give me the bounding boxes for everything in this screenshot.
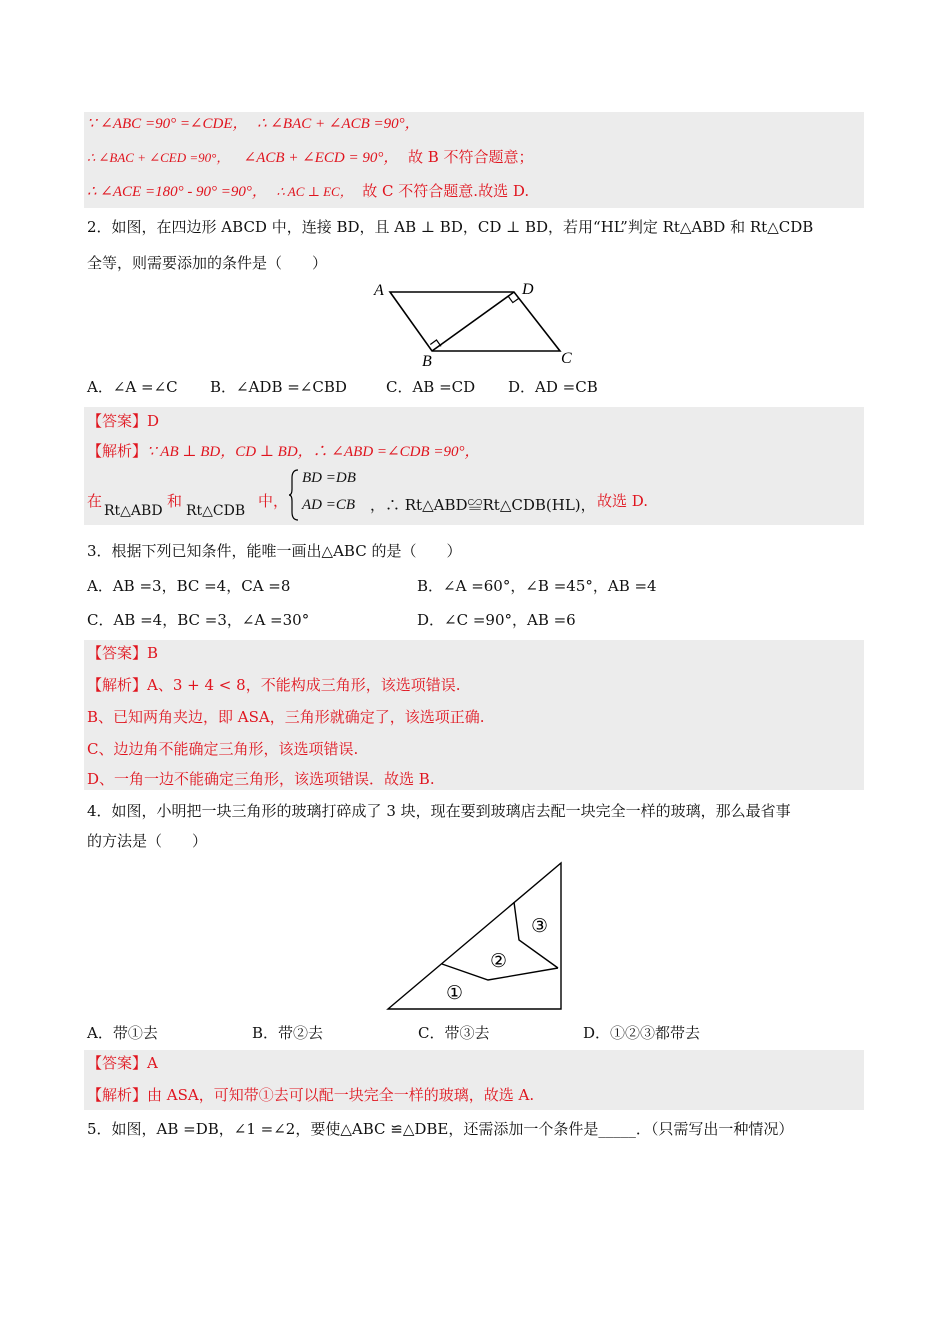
q3-analysis-line-1: 【解析】A、3 + 4 < 8，不能构成三角形，该选项错误. bbox=[87, 676, 461, 694]
q4-option-a: A．带①去 bbox=[87, 1024, 158, 1042]
q2-stem-line-1: 2．如图，在四边形 ABCD 中，连接 BD，且 AB ⊥ BD，CD ⊥ BD，若用“HL”判定 Rt△ABD 和 Rt△CDB bbox=[87, 218, 814, 236]
q3-option-b: B．∠A =60°，∠B =45°，AB =4 bbox=[417, 577, 657, 595]
piece-1-label: ① bbox=[446, 983, 464, 1004]
q2-analysis-rt-cdb: Rt△CDB bbox=[186, 503, 246, 519]
label-c: C bbox=[561, 350, 572, 367]
q3-answer: 【答案】B bbox=[87, 644, 159, 662]
label-d: D bbox=[522, 281, 534, 298]
q2-option-d: D．AD =CB bbox=[508, 378, 598, 396]
q5-stem: 5．如图，AB =DB，∠1 =∠2，要使△ABC ≌△DBE，还需添加一个条件是_____．（只需写出一种情况） bbox=[87, 1120, 794, 1138]
q2-quadrilateral-figure bbox=[370, 278, 580, 370]
q2-analysis-rt-abd: Rt△ABD bbox=[104, 503, 163, 519]
q2-analysis-line-1: 【解析】∵ AB ⊥ BD，CD ⊥ BD，∴ ∠ABD =∠CDB =90°， bbox=[87, 442, 480, 460]
q2-system-eq-1: BD =DB bbox=[302, 470, 356, 486]
q4-stem-line-1: 4．如图，小明把一块三角形的玻璃打碎成了 3 块，现在要到玻璃店去配一块完全一样的玻璃，那么最省事 bbox=[87, 802, 791, 820]
q2-answer: 【答案】D bbox=[87, 412, 160, 430]
q2-analysis-congruence: ，∴ Rt△ABD≌Rt△CDB(HL)， bbox=[370, 496, 596, 514]
q2-stem-line-2: 全等，则需要添加的条件是（ ） bbox=[87, 254, 328, 272]
q2-option-b: B．∠ADB =∠CBD bbox=[210, 378, 347, 396]
q3-analysis-line-3: C、边边角不能确定三角形，该选项错误. bbox=[87, 740, 359, 758]
q4-broken-glass-figure bbox=[386, 860, 566, 1012]
q3-stem: 3．根据下列已知条件，能唯一画出△ABC 的是（ ） bbox=[87, 542, 462, 560]
label-b: B bbox=[422, 353, 432, 370]
q4-option-c: C．带③去 bbox=[418, 1024, 490, 1042]
piece-3-label: ③ bbox=[531, 916, 549, 937]
label-a: A bbox=[374, 282, 384, 299]
q4-stem-line-2: 的方法是（ ） bbox=[87, 832, 208, 850]
q3-option-c: C．AB =4，BC =3，∠A =30° bbox=[87, 611, 310, 629]
prev-line-1: ∵ ∠ABC =90° =∠CDE， ∴ ∠BAC + ∠ACB =90°， bbox=[87, 116, 420, 132]
q2-option-c: C．AB =CD bbox=[386, 378, 476, 396]
q4-option-b: B．带②去 bbox=[252, 1024, 324, 1042]
q3-analysis-line-4: D、一角一边不能确定三角形，该选项错误．故选 B. bbox=[87, 770, 435, 788]
q3-option-d: D．∠C =90°，AB =6 bbox=[417, 611, 576, 629]
q4-option-d: D．①②③都带去 bbox=[583, 1024, 701, 1042]
prev-line-2: ∴ ∠BAC + ∠CED =90°， ∠ACB + ∠ECD = 90°， 故 B 不符合题意； bbox=[87, 148, 534, 166]
q4-analysis: 【解析】由 ASA，可知带①去可以配一块完全一样的玻璃，故选 A. bbox=[87, 1086, 535, 1104]
q2-analysis-he: 和 bbox=[167, 492, 183, 510]
q3-analysis-line-2: B、已知两角夹边，即 ASA，三角形就确定了，该选项正确. bbox=[87, 708, 485, 726]
q3-option-a: A．AB =3，BC =4，CA =8 bbox=[87, 577, 291, 595]
q2-system-eq-2: AD =CB bbox=[302, 497, 356, 513]
q2-analysis-zai: 在 bbox=[87, 492, 103, 510]
prev-line-3: ∴ ∠ACE =180° - 90° =90°， ∴ AC ⊥ EC， 故 C 不符合题意.故选 D. bbox=[87, 182, 530, 200]
piece-2-label: ② bbox=[490, 951, 508, 972]
q2-analysis-zhong: 中， bbox=[258, 492, 289, 510]
q2-option-a: A．∠A =∠C bbox=[87, 378, 178, 396]
q4-answer: 【答案】A bbox=[87, 1054, 158, 1072]
q2-system-brace bbox=[288, 468, 300, 522]
q2-analysis-conclusion: 故选 D. bbox=[597, 492, 649, 510]
